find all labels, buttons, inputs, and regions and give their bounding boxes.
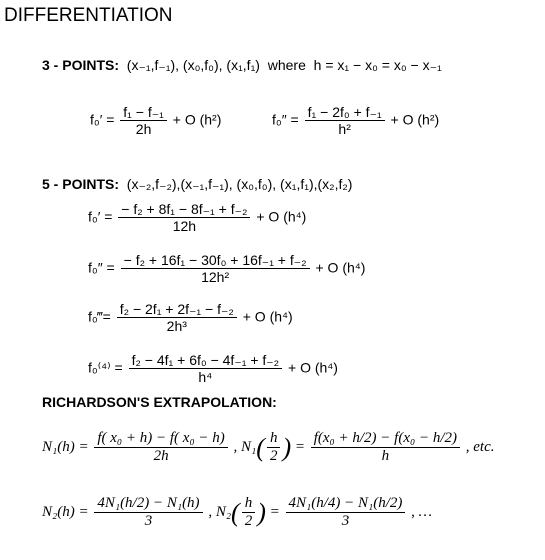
h-definition: h = x₁ − x₀ = x₀ − x₋₁ [313, 57, 442, 73]
fraction [117, 301, 237, 334]
denominator: 2 [244, 513, 253, 530]
error-term: + O (h⁴) [242, 308, 293, 325]
where-word: where [267, 57, 306, 73]
numerator: f₁ − 2f₀ + f₋₁ [307, 104, 382, 120]
numerator: h [244, 495, 253, 511]
h-over-2 [242, 495, 256, 531]
five-points-label: 5 - POINTS: [42, 176, 120, 192]
numerator: f₂ − 4f₁ + 6f₀ − 4f₋₁ + f₋₂ [131, 352, 280, 368]
n1-half-lhs: , N₁ [233, 439, 257, 456]
denominator: 3 [144, 513, 153, 530]
numerator: − f₂ + 16f₁ − 30f₀ + 16f₋₁ + f₋₂ [123, 252, 307, 268]
fraction [120, 104, 167, 137]
three-points-label: 3 - POINTS: [42, 57, 120, 73]
fraction [305, 104, 385, 137]
richardson-n2: N₂(h) = $\frac{\text{4N₁(h/2) − N₁(h)}}{3}$ , N₂( $\frac{h}{2}$ ) = $\frac{\text{4N₁(h/4) − N₁(h/2)}}{3}$ , … [42, 495, 432, 530]
numerator: 4N₁(h/4) − N₁(h/2) [288, 495, 403, 511]
denominator: h⁴ [198, 369, 213, 386]
n2-fraction [94, 495, 202, 531]
three-second-derivative [272, 104, 439, 137]
eq-lhs: f₀″ = [272, 111, 299, 128]
n1-fraction [94, 430, 227, 466]
five-fourth-derivative [88, 352, 338, 385]
five-third-derivative [88, 301, 293, 334]
numerator: f(x₀ + h/2) − f(x₀ − h/2) [313, 430, 457, 446]
five-first-derivative [88, 201, 306, 234]
denominator: 12h [172, 218, 197, 235]
denominator: 2 [269, 448, 278, 465]
numerator: h [269, 430, 278, 446]
eq-lhs: f₀′ = [88, 208, 113, 225]
error-term: + O (h⁴) [256, 208, 307, 225]
h-over-2 [267, 430, 281, 466]
denominator: 2h [135, 121, 152, 138]
five-points-list: (x₋₂,f₋₂),(x₋₁,f₋₁), (x₀,f₀), (x₁,f₁),(x₂,f₂) [126, 176, 353, 192]
fraction [129, 352, 283, 385]
numerator: f₁ − f₋₁ [123, 104, 164, 120]
numerator: 4N₁(h/2) − N₁(h) [97, 495, 200, 511]
denominator: 2h³ [166, 318, 187, 335]
fraction [118, 201, 250, 234]
eq-lhs: f₀⁽⁴⁾ = [88, 359, 123, 376]
three-points-line [42, 58, 442, 72]
denominator: 3 [341, 513, 350, 530]
n1-lhs: N₁(h) = [42, 439, 89, 456]
n2-half-lhs: , N₂ [208, 504, 232, 521]
equals-sign: = [294, 439, 305, 456]
numerator: f₂ − 2f₁ + 2f₋₁ − f₋₂ [119, 301, 234, 317]
richardson-n1: N₁(h) = $\frac{\text{f( x₀ + h) − f( x₀ − h)}}{2h}$ , N₁( $\frac{h}{2}$ ) = $\frac{\text{f(x₀ + h/2) − f(x₀ − h/2)}}{h}$ , etc. [42, 430, 495, 465]
error-term: + O (h⁴) [288, 359, 338, 376]
three-points-list: (x₋₁,f₋₁), (x₀,f₀), (x₁,f₁) [126, 57, 260, 73]
five-points-line [42, 177, 352, 191]
ellipsis-text: , … [411, 504, 432, 521]
eq-lhs: f₀′ = [90, 111, 115, 128]
eq-lhs: f₀″ = [88, 259, 115, 276]
n1-half-fraction [311, 430, 460, 466]
eq-lhs: f₀‴= [88, 308, 111, 325]
denominator: 12h² [201, 269, 230, 286]
n2-lhs: N₂(h) = [42, 504, 89, 521]
error-term: + O (h⁴) [315, 259, 366, 276]
richardson-label: RICHARDSON'S EXTRAPOLATION: [42, 394, 277, 410]
etc-text: , etc. [465, 439, 495, 456]
fraction [121, 252, 310, 285]
numerator: f( x₀ + h) − f( x₀ − h) [97, 430, 225, 446]
equals-sign: = [269, 504, 280, 521]
denominator: h² [338, 121, 351, 138]
error-term: + O (h²) [390, 111, 440, 128]
denominator: 2h [153, 448, 169, 465]
three-first-derivative [90, 104, 221, 137]
denominator: h [381, 448, 390, 465]
n2-half-fraction [286, 495, 406, 531]
numerator: − f₂ + 8f₁ − 8f₋₁ + f₋₂ [121, 201, 248, 217]
error-term: + O (h²) [172, 111, 222, 128]
five-second-derivative [88, 252, 365, 285]
page-title: DIFFERENTIATION [4, 5, 173, 26]
